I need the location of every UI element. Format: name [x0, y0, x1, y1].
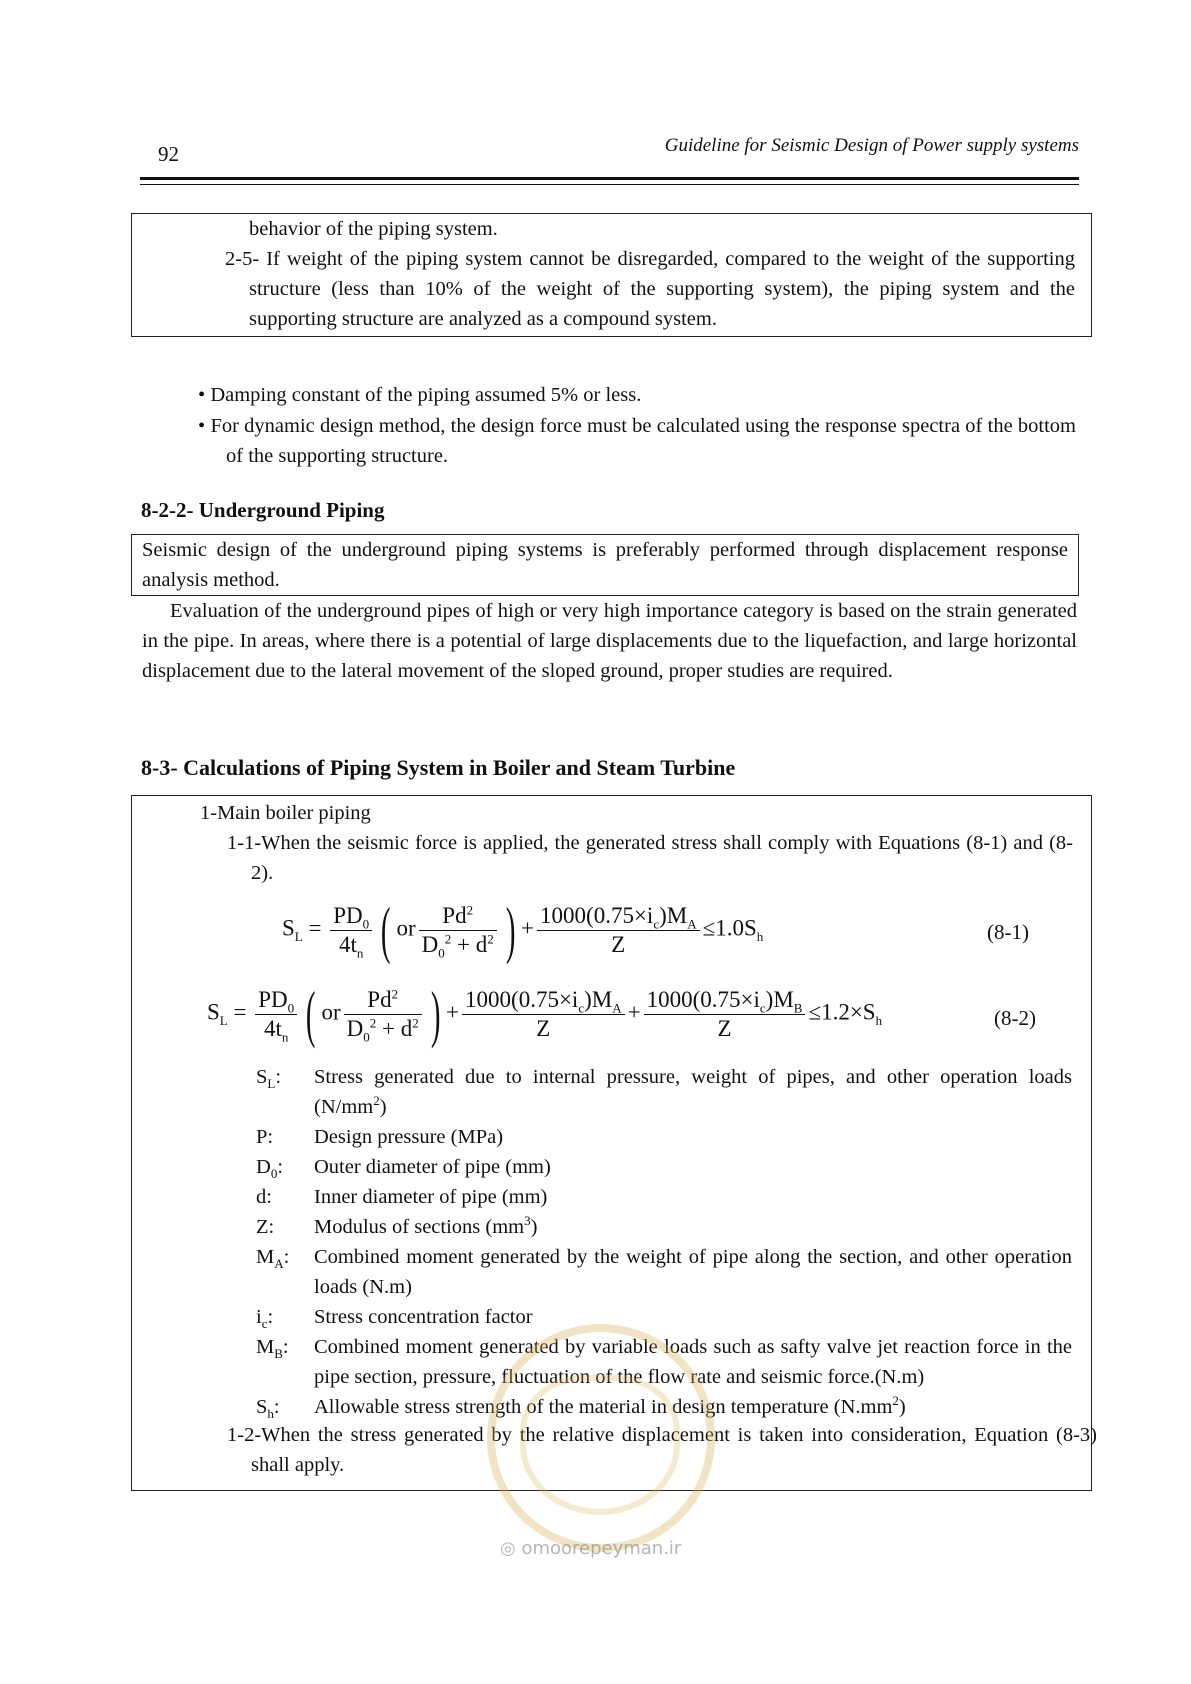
- def-symbol: $M_B$:: [256, 1336, 289, 1362]
- eq1-paren-open: (: [381, 894, 391, 965]
- def-text: Combined moment generated by variable loads such as safty valve jet reaction force in the pipe section, pressure, fluctuation of the flow rate and seismic force.(N.m): [314, 1336, 1072, 1388]
- def-symbol: $M_A$:: [256, 1246, 290, 1272]
- eq2-frac-moment-a: $\frac{1000(0.75\times i_c)M_A}{Z}$: [462, 986, 625, 1043]
- eq2-frac-moment-b: $\frac{1000(0.75\times i_c)M_B}{Z}$: [644, 986, 806, 1043]
- header-rule-thin: [140, 184, 1079, 185]
- def-symbol: $i_c$:: [256, 1306, 274, 1332]
- heading-8-3: 8-3- Calculations of Piping System in Boiler and Steam Turbine: [141, 755, 736, 780]
- def-text: Inner diameter of pipe (mm): [314, 1186, 548, 1208]
- def-ic: [256, 1302, 1072, 1332]
- page-number: 92: [158, 142, 179, 166]
- def-p: [256, 1122, 1072, 1152]
- eq1-label: (8-1): [987, 920, 1029, 944]
- bullet-text-1: Damping constant of the piping assumed 5% or less.: [210, 384, 642, 406]
- eq2-limit: ≤1.2×S: [808, 999, 876, 1025]
- item-1-2: 1-2-When the stress generated by the relative displacement is taken into consideration, Equation (8-3) shall apply.: [227, 1424, 1097, 1476]
- def-d: [256, 1182, 1072, 1212]
- continuation-box: [131, 213, 1092, 337]
- def-symbol: $D_0$:: [256, 1156, 284, 1182]
- def-z: [256, 1212, 1072, 1242]
- running-title: Guideline for Seismic Design of Power supply systems: [664, 135, 1079, 156]
- def-symbol: $S_h$:: [256, 1396, 280, 1422]
- def-sl: [256, 1062, 1072, 1122]
- eq1-frac-pd: $\frac{PD_0}{4t_n}$: [330, 902, 372, 959]
- item-2-5-text: 2-5- If weight of the piping system cannot be disregarded, compared to the weight of the supporting structure (less than 10% of the weight of the supporting system), the piping system and the supporting structure are analyzed as a compound system.: [225, 248, 1075, 330]
- watermark-text: ◎ omoorepeyman.ir: [500, 1538, 682, 1559]
- item-1-1: 1-1-When the seismic force is applied, the generated stress shall comply with Equations (8-1) and (8-2).: [227, 832, 1073, 884]
- def-text: Allowable stress strength of the material in design temperature $(N.mm^2)$: [314, 1393, 906, 1418]
- def-text: Combined moment generated by the weight of pipe along the section, and other operation loads (N.m): [314, 1246, 1072, 1298]
- underground-paragraph: Evaluation of the underground pipes of high or very high importance category is based on the strain generated in the pipe. In areas, where there is a potential of large displacements due to the liquefaction, and large horizontal displacement due to the lateral movement of the sloped ground, proper studies are required.: [142, 600, 1077, 682]
- header-rule-thick: [140, 177, 1079, 180]
- bullet-damping: [198, 380, 1076, 410]
- def-text: Outer diameter of pipe (mm): [314, 1156, 551, 1178]
- bullet-icon: •: [198, 415, 206, 437]
- eq2-frac-pd: $\frac{PD_0}{4t_n}$: [255, 986, 297, 1043]
- eq1-limit: ≤1.0S: [702, 915, 757, 941]
- def-ma: [256, 1242, 1072, 1302]
- eq1-frac-moment: $\frac{1000(0.75\times i_c)M_A}{Z}$: [537, 902, 700, 959]
- bullet-text-2: For dynamic design method, the design force must be calculated using the response spectra of the bottom of the supporting structure.: [210, 415, 1077, 467]
- def-symbol: $S_L$:: [256, 1066, 282, 1092]
- def-d0: [256, 1152, 1072, 1182]
- bullet-icon: •: [198, 384, 206, 406]
- def-symbol: P:: [256, 1126, 274, 1148]
- item-1: 1-Main boiler piping: [200, 802, 371, 824]
- def-text: Modulus of sections $(mm^3)$: [314, 1213, 538, 1238]
- eq2-label: (8-2): [994, 1006, 1036, 1030]
- def-text: Design pressure (MPa): [314, 1126, 504, 1148]
- continuation-text: behavior of the piping system.: [249, 218, 498, 240]
- item-2-5: [225, 244, 1075, 334]
- eq1-paren-close: ): [505, 894, 516, 965]
- underground-boxed-text: Seismic design of the underground piping systems is preferably performed through displacement response analysis method.: [131, 534, 1079, 596]
- eq1-frac-alt: $\frac{Pd^2}{D_0^2 + d^2}$: [419, 902, 497, 959]
- eq2-paren-open: (: [306, 978, 316, 1049]
- watermark-emblem: [520, 1375, 680, 1515]
- def-text: Stress generated due to internal pressure, weight of pipes, and other operation loads $(N/mm^2)$: [314, 1066, 1072, 1118]
- bullet-dynamic: [198, 411, 1077, 471]
- equation-8-1: $S_L$ = $\frac{PD_0}{4t_n}$ ( or $\frac{Pd^2}{D_0^2 + d^2}$ ) + $\frac{1000(0.75\times i_c)M_A}{Z}$ $\le 1.0S_h$: [282, 894, 764, 965]
- def-text: Stress concentration factor: [314, 1306, 533, 1328]
- eq2-paren-close: ): [430, 978, 441, 1049]
- eq2-frac-alt: $\frac{Pd^2}{D_0^2 + d^2}$: [344, 986, 422, 1043]
- heading-8-2-2: 8-2-2- Underground Piping: [141, 498, 385, 522]
- def-symbol: d:: [256, 1186, 272, 1208]
- def-symbol: Z:: [256, 1216, 275, 1238]
- equation-8-2: $S_L$ = $\frac{PD_0}{4t_n}$ ( or $\frac{Pd^2}{D_0^2 + d^2}$ ) + $\frac{1000(0.75\times i_c)M_A}{Z}$ + $\frac{1000(0.75\times i_c)M_B}{Z}$ $\le 1.2\times S_h$: [207, 978, 883, 1049]
